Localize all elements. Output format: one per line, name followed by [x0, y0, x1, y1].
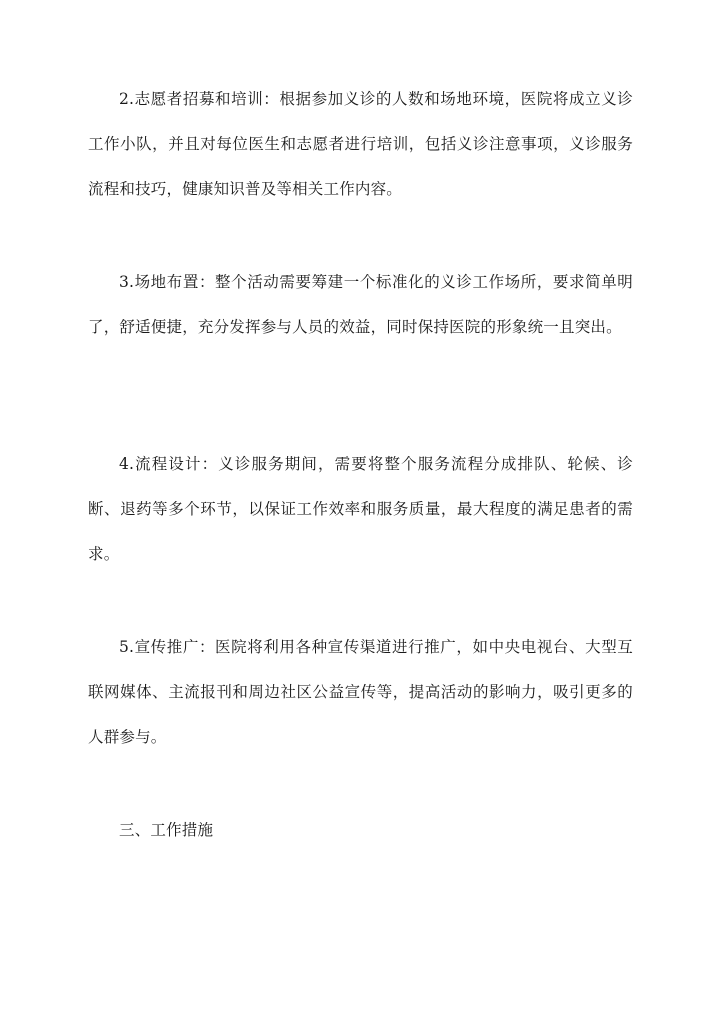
paragraph-volunteer-recruitment: 2.志愿者招募和培训：根据参加义诊的人数和场地环境，医院将成立义诊工作小队，并且对每位医生和志愿者进行培训，包括义诊注意事项，义诊服务流程和技巧，健康知识普及等相关工作内容。	[88, 90, 633, 198]
paragraph-venue-setup: 3.场地布置：整个活动需要筹建一个标准化的义诊工作场所，要求简单明了，舒适便捷，充分发挥参与人员的效益，同时保持医院的形象统一且突出。	[88, 273, 633, 336]
section-heading: 三、工作措施	[119, 821, 214, 839]
paragraph-process-design: 4.流程设计：义诊服务期间，需要将整个服务流程分成排队、轮候、诊断、退药等多个环节，以保证工作效率和服务质量，最大程度的满足患者的需求。	[88, 455, 633, 563]
paragraph-publicity: 5.宣传推广：医院将利用各种宣传渠道进行推广，如中央电视台、大型互联网媒体、主流报刊和周边社区公益宣传等，提高活动的影响力，吸引更多的人群参与。	[88, 638, 633, 746]
